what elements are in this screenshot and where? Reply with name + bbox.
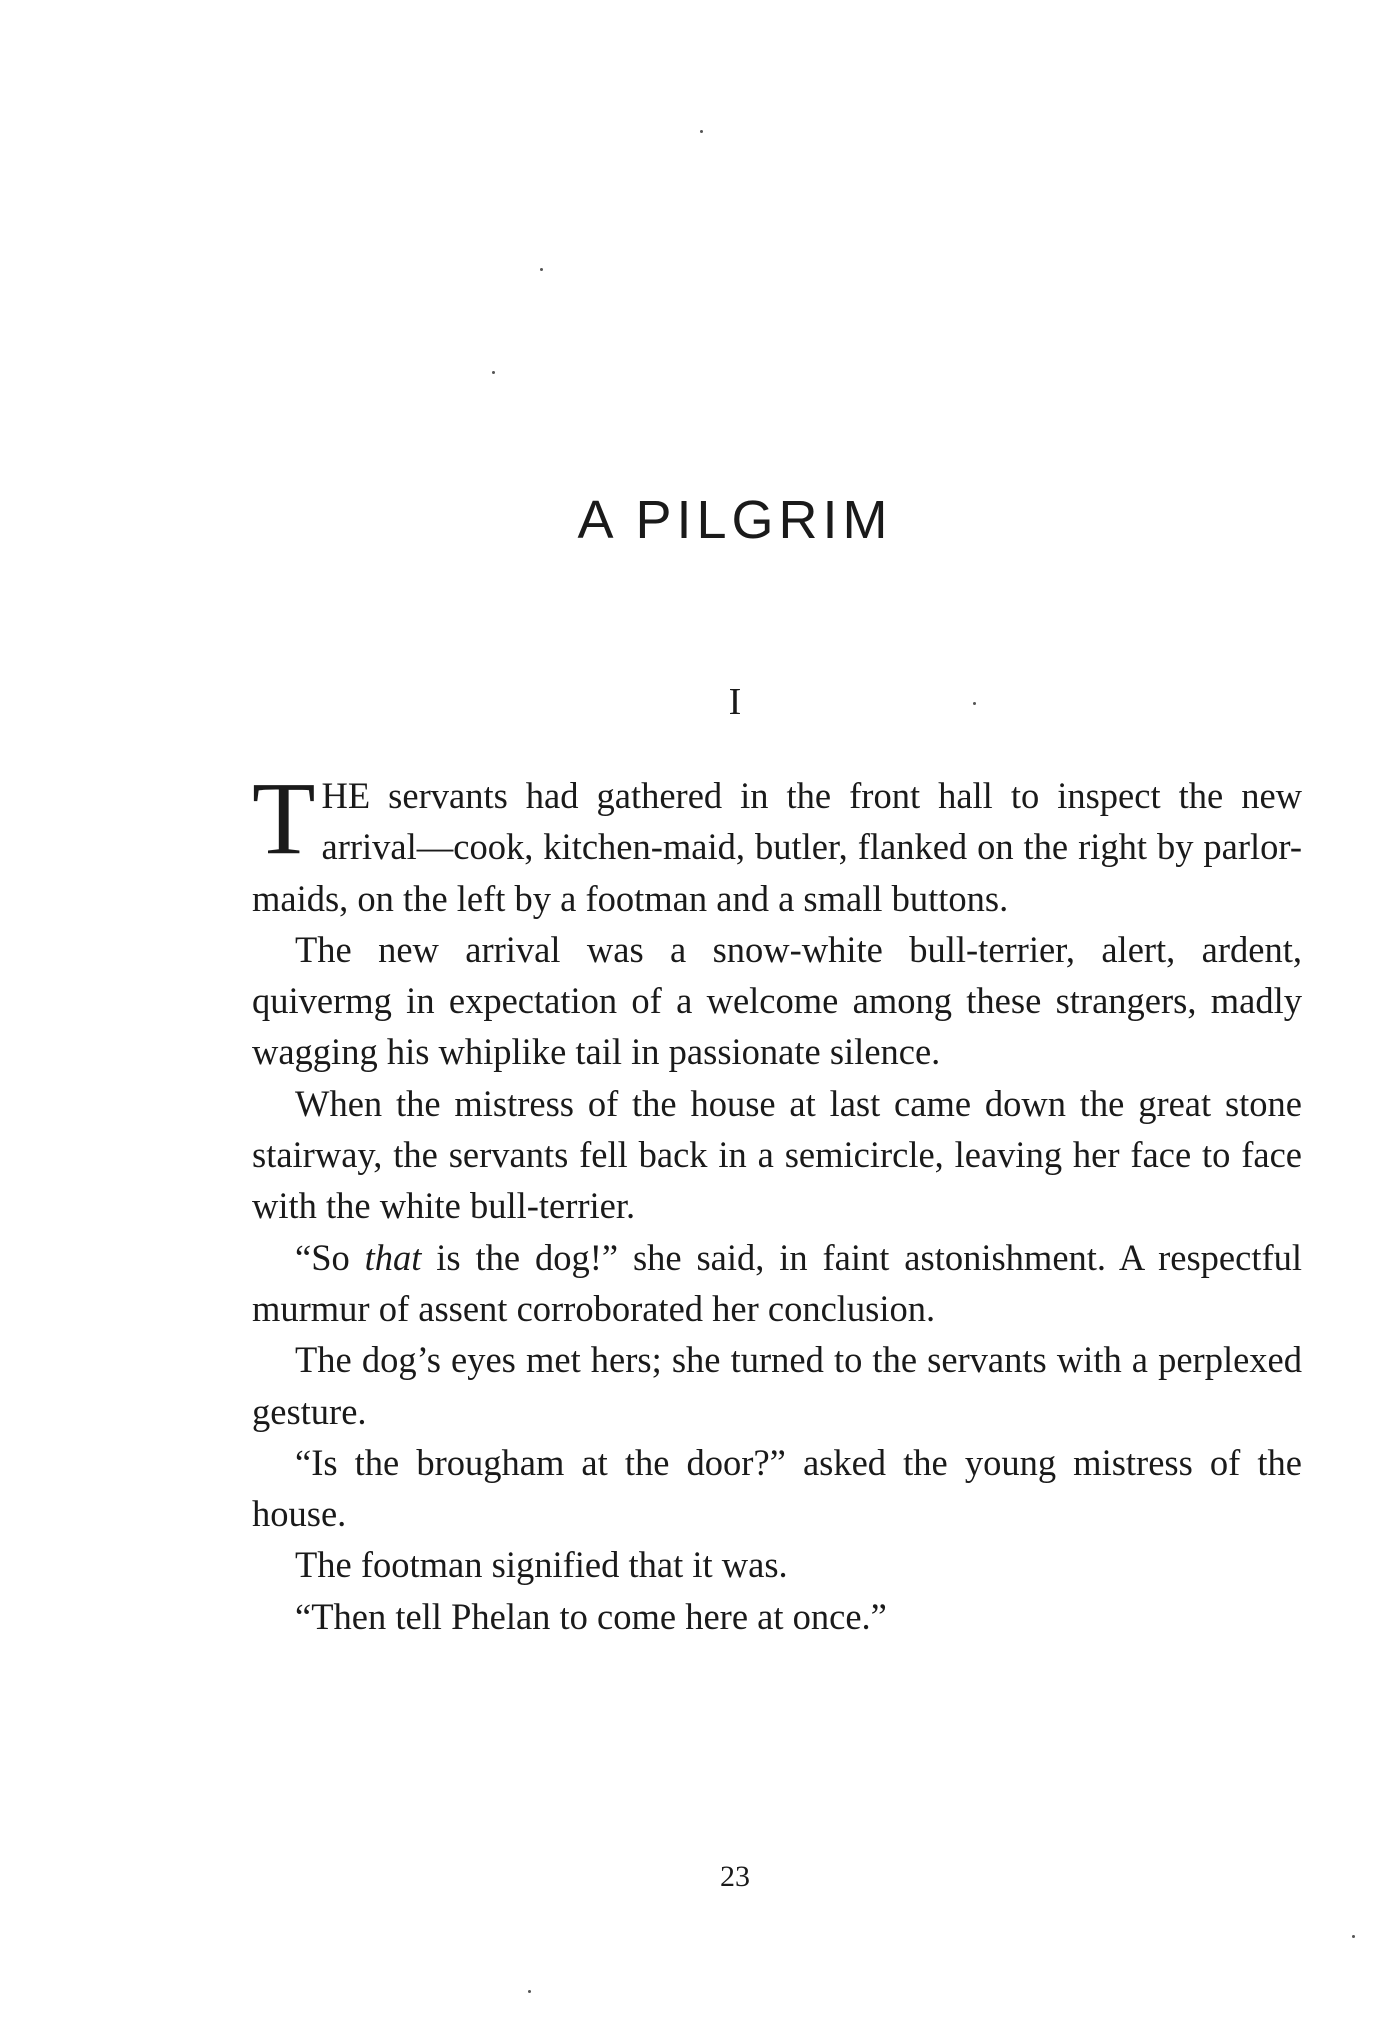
scan-speck xyxy=(528,1990,531,1993)
paragraph-4-italic: that xyxy=(364,1236,422,1278)
paragraph-4-before: “So xyxy=(295,1236,365,1278)
scan-speck xyxy=(700,130,703,133)
section-number: I xyxy=(728,681,742,723)
page-number: 23 xyxy=(720,1860,750,1893)
paragraph-1-text: HE servants had gathered in the front hall to inspect the new arrival—cook, kitchen-maid, butler, flanked on the right by parlor-maids, on the left by a footman and a small buttons. xyxy=(252,775,1302,919)
paragraph-7: The footman signified that it was. xyxy=(295,1544,788,1586)
paragraph-5: The dog’s eyes met hers; she turned to the servants with a perplexed gesture. xyxy=(252,1339,1302,1432)
scan-speck xyxy=(492,371,495,374)
paragraph-4-after: is the dog!” she said, in faint astonishment. A respectful murmur of assent corroborated her conclusion. xyxy=(252,1236,1303,1329)
paragraph-4 xyxy=(252,1232,1302,1335)
paragraph-3: When the mistress of the house at last came down the great stone stairway, the servants fell back in a semicircle, leaving her face to face with the white bull-terrier. xyxy=(252,1082,1302,1227)
paragraph-8: “Then tell Phelan to come here at once.” xyxy=(295,1595,887,1637)
scan-speck xyxy=(973,702,976,705)
scan-speck xyxy=(1352,1935,1355,1938)
chapter-title: A PILGRIM xyxy=(577,490,893,550)
drop-cap: T xyxy=(252,761,316,876)
paragraph-6: “Is the brougham at the door?” asked the young mistress of the house. xyxy=(252,1441,1302,1535)
paragraph-1 xyxy=(252,761,1302,924)
scan-speck xyxy=(540,268,543,271)
body-text xyxy=(252,761,1303,1642)
paragraph-2: The new arrival was a snow-white bull-terrier, alert, ardent, quivermg in expectation of a welcome among these strangers, madly wagging his whiplike tail in passionate silence. xyxy=(252,928,1302,1073)
